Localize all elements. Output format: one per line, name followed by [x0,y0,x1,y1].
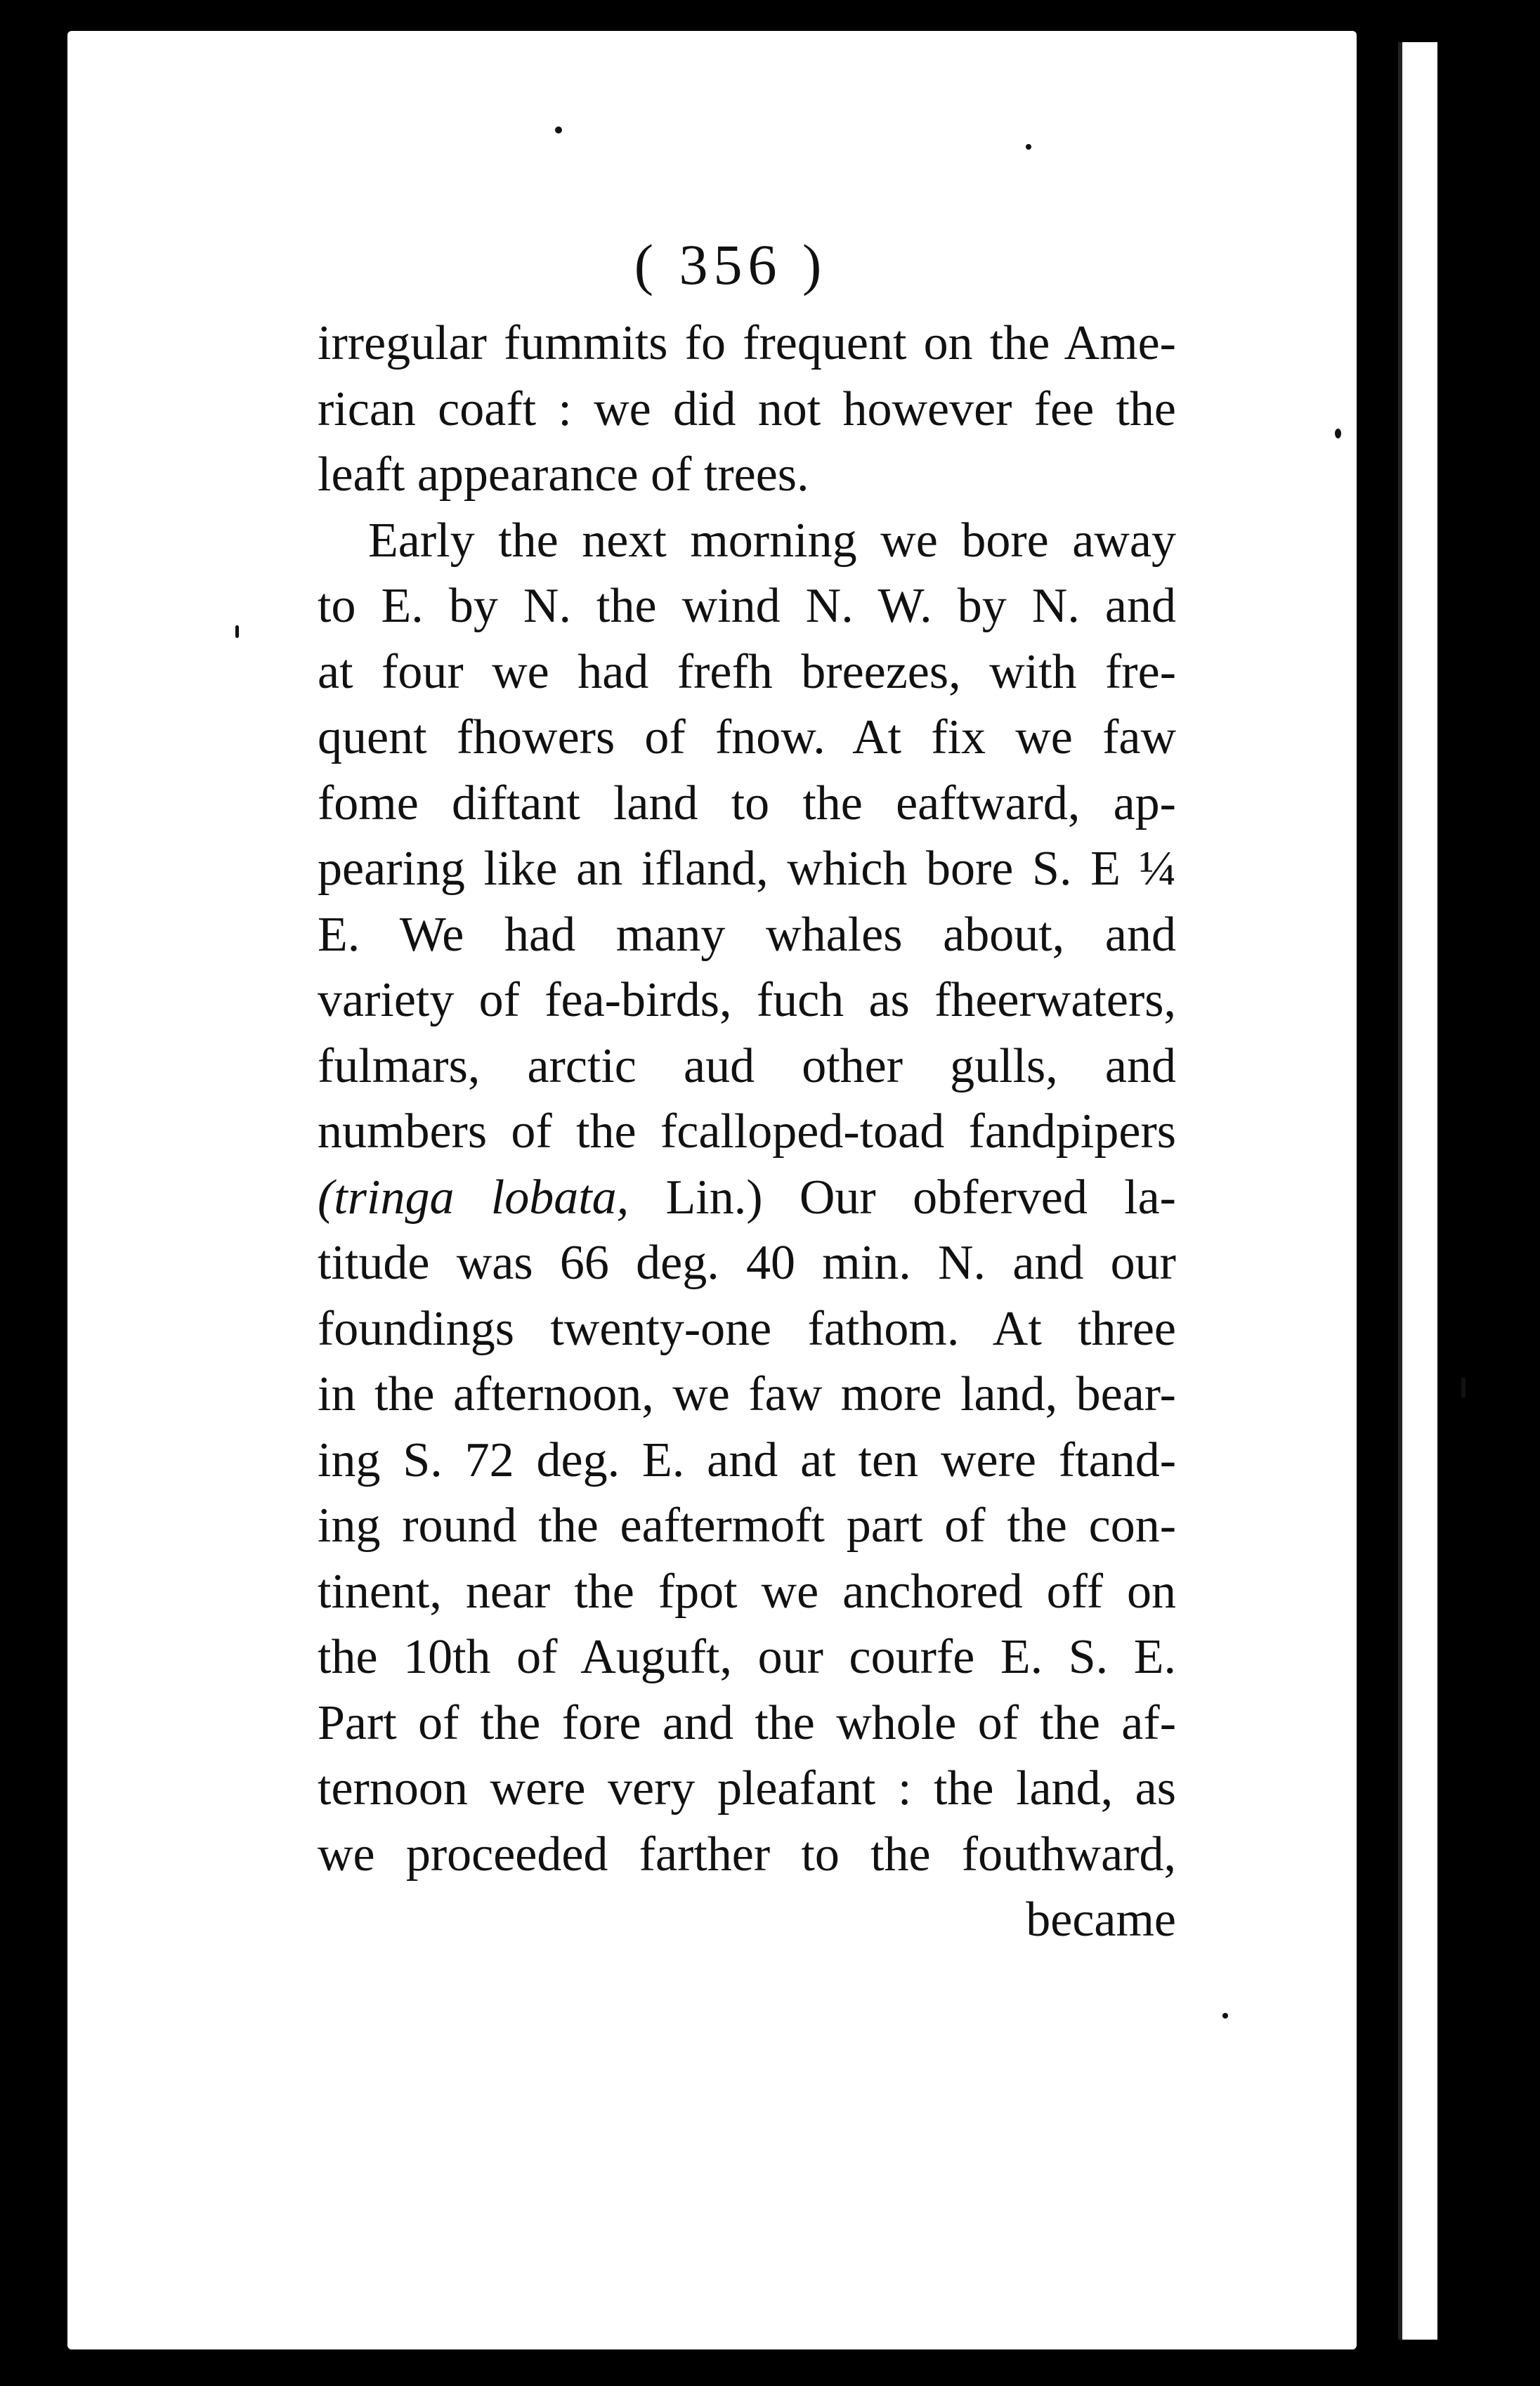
text-line: ing round the eaftermoft part of the con- [318,1499,1176,1553]
text-line: quent fhowers of fnow. At fix we faw [318,710,1176,764]
catchword: became [1026,1893,1176,1947]
text-line: variety of fea-birds, fuch as fheerwaters, [318,973,1176,1027]
text-line-with-italic [318,1165,1176,1231]
ink-speck [555,126,562,133]
ink-speck [235,625,239,638]
ink-speck [1026,144,1031,150]
text-line: tinent, near the fpot we anchored off on [318,1564,1176,1619]
text-line: titude was 66 deg. 40 min. N. and our [318,1236,1176,1290]
text-line: fome diftant land to the eaftward, ap- [318,776,1176,830]
facing-page-edge [1398,42,1437,2340]
text-line: the 10th of Auguft, our courfe E. S. E. [318,1630,1176,1684]
body-text [318,311,1176,1953]
text-line: pearing like an ifland, which bore S. E ¼ [318,842,1176,896]
page-gutter [1440,39,1453,2351]
ink-speck [1335,429,1341,438]
text-line: leaft appearance of trees. [318,448,809,502]
text-line: ing S. 72 deg. E. and at ten were ftand- [318,1433,1176,1487]
text-line: E. We had many whales about, and [318,907,1176,962]
text-line: in the afternoon, we faw more land, bear- [318,1367,1176,1421]
text-line: irregular fummits fo frequent on the Ame- [318,316,1176,370]
text-line: fulmars, arctic aud other gulls, and [318,1038,1176,1093]
text-line: rican coaft : we did not however fee the [318,382,1176,436]
text-line: foundings twenty-one fathom. At three [318,1301,1176,1356]
text-line: Early the next morning we bore away [368,513,1176,568]
page-number: ( 356 ) [634,233,828,296]
text-line: numbers of the fcalloped-toad fandpipers [318,1104,1176,1159]
ink-speck [1222,2013,1228,2019]
text-line: at four we had frefh breezes, with fre- [318,644,1176,699]
species-name: (tringa lobata, [318,1170,629,1225]
text-fragment: Lin.) Our obferved la- [629,1170,1176,1225]
text-line: to E. by N. the wind N. W. by N. and [318,579,1176,633]
text-line: ternoon were very pleafant : the land, as [318,1761,1176,1815]
text-line: Part of the fore and the whole of the af- [318,1695,1176,1750]
text-line: we proceeded farther to the fouthward, [318,1827,1176,1882]
ink-speck [1461,1377,1466,1398]
